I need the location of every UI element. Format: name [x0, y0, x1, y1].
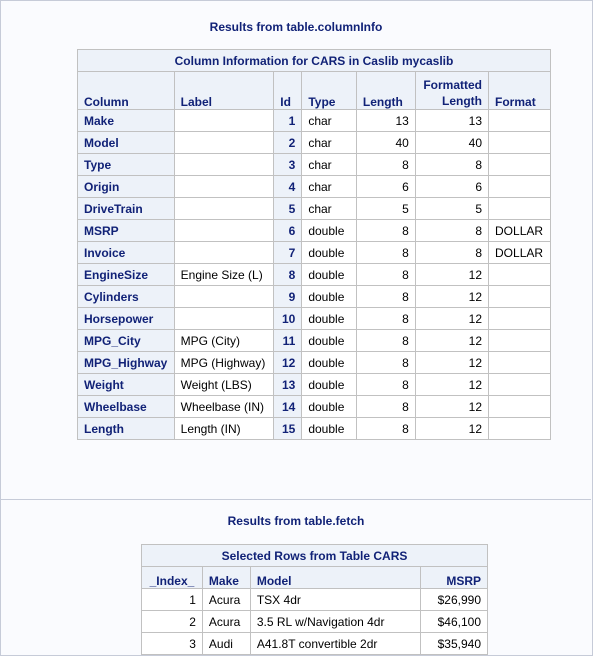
row-id: 1 — [274, 110, 302, 132]
row-column-name: MSRP — [78, 220, 175, 242]
row-label — [174, 132, 274, 154]
row-formatted-length: 12 — [415, 418, 488, 440]
row-id: 7 — [274, 242, 302, 264]
selected-rows-caption: Selected Rows from Table CARS — [142, 545, 488, 567]
header-model: Model — [250, 567, 420, 589]
header-type: Type — [302, 72, 357, 110]
row-format — [489, 330, 551, 352]
row-formatted-length: 12 — [415, 352, 488, 374]
row-msrp: $26,990 — [421, 589, 488, 611]
row-make: Acura — [202, 589, 250, 611]
column-info-row[interactable] — [78, 308, 551, 330]
row-length: 8 — [356, 396, 415, 418]
row-length: 8 — [356, 330, 415, 352]
row-id: 2 — [274, 132, 302, 154]
row-label — [174, 110, 274, 132]
row-label: MPG (City) — [174, 330, 274, 352]
row-label — [174, 198, 274, 220]
fetch-results-section — [1, 500, 591, 655]
row-column-name: EngineSize — [78, 264, 175, 286]
header-length: Length — [356, 72, 415, 110]
row-model: TSX 4dr — [250, 589, 420, 611]
row-msrp: $46,100 — [421, 611, 488, 633]
row-format — [489, 198, 551, 220]
header-id: Id — [274, 72, 302, 110]
row-label: MPG (Highway) — [174, 352, 274, 374]
column-info-row[interactable] — [78, 418, 551, 440]
column-info-row[interactable] — [78, 198, 551, 220]
row-formatted-length: 5 — [415, 198, 488, 220]
row-type: double — [302, 264, 357, 286]
column-info-row[interactable] — [78, 330, 551, 352]
row-formatted-length: 12 — [415, 396, 488, 418]
row-formatted-length: 8 — [415, 220, 488, 242]
row-format — [489, 396, 551, 418]
row-column-name: MPG_City — [78, 330, 175, 352]
row-formatted-length: 12 — [415, 308, 488, 330]
row-formatted-length: 8 — [415, 242, 488, 264]
row-formatted-length: 8 — [415, 154, 488, 176]
row-index: 2 — [142, 611, 203, 633]
row-format: DOLLAR — [489, 242, 551, 264]
row-type: double — [302, 330, 357, 352]
row-id: 6 — [274, 220, 302, 242]
row-id: 8 — [274, 264, 302, 286]
row-column-name: Type — [78, 154, 175, 176]
row-format — [489, 132, 551, 154]
header-msrp: MSRP — [421, 567, 488, 589]
row-id: 11 — [274, 330, 302, 352]
row-id: 5 — [274, 198, 302, 220]
row-id: 3 — [274, 154, 302, 176]
row-column-name: Horsepower — [78, 308, 175, 330]
row-type: double — [302, 286, 357, 308]
row-format — [489, 374, 551, 396]
fetch-results-title: Results from table.fetch — [227, 514, 365, 528]
row-length: 8 — [356, 418, 415, 440]
row-id: 14 — [274, 396, 302, 418]
row-label: Wheelbase (IN) — [174, 396, 274, 418]
row-column-name: Invoice — [78, 242, 175, 264]
row-formatted-length: 12 — [415, 330, 488, 352]
row-column-name: Cylinders — [78, 286, 175, 308]
row-type: double — [302, 374, 357, 396]
row-length: 8 — [356, 286, 415, 308]
row-column-name: MPG_Highway — [78, 352, 175, 374]
column-info-row[interactable] — [78, 132, 551, 154]
row-label — [174, 308, 274, 330]
row-label — [174, 154, 274, 176]
row-type: double — [302, 396, 357, 418]
row-column-name: Origin — [78, 176, 175, 198]
column-info-table — [77, 49, 551, 440]
row-format — [489, 352, 551, 374]
row-length: 6 — [356, 176, 415, 198]
row-id: 9 — [274, 286, 302, 308]
row-type: double — [302, 242, 357, 264]
column-info-row[interactable] — [78, 110, 551, 132]
row-column-name: Wheelbase — [78, 396, 175, 418]
columninfo-results-section — [1, 1, 591, 499]
header-format: Format — [489, 72, 551, 110]
column-info-row[interactable] — [78, 352, 551, 374]
row-type: double — [302, 418, 357, 440]
row-length: 40 — [356, 132, 415, 154]
selected-rows-table — [141, 544, 488, 655]
row-type: char — [302, 154, 357, 176]
row-type: char — [302, 132, 357, 154]
row-index: 3 — [142, 633, 203, 655]
row-label — [174, 176, 274, 198]
row-type: double — [302, 352, 357, 374]
header-label: Label — [174, 72, 274, 110]
column-info-row[interactable] — [78, 374, 551, 396]
row-column-name: Model — [78, 132, 175, 154]
header-index: _Index_ — [142, 567, 203, 589]
row-label: Engine Size (L) — [174, 264, 274, 286]
row-label: Length (IN) — [174, 418, 274, 440]
row-formatted-length: 13 — [415, 110, 488, 132]
header-formatted-length: Formatted Length — [415, 72, 488, 110]
row-column-name: Length — [78, 418, 175, 440]
row-msrp: $35,940 — [421, 633, 488, 655]
row-length: 8 — [356, 374, 415, 396]
row-label — [174, 286, 274, 308]
column-info-row[interactable] — [78, 396, 551, 418]
row-model: 3.5 RL w/Navigation 4dr — [250, 611, 420, 633]
row-id: 4 — [274, 176, 302, 198]
row-label: Weight (LBS) — [174, 374, 274, 396]
row-length: 8 — [356, 352, 415, 374]
column-info-row[interactable] — [78, 286, 551, 308]
row-label — [174, 220, 274, 242]
fetch-row[interactable] — [142, 633, 488, 655]
row-index: 1 — [142, 589, 203, 611]
row-type: double — [302, 308, 357, 330]
columninfo-results-title: Results from table.columnInfo — [209, 20, 383, 34]
row-length: 8 — [356, 154, 415, 176]
column-info-row[interactable] — [78, 154, 551, 176]
row-id: 10 — [274, 308, 302, 330]
row-formatted-length: 12 — [415, 264, 488, 286]
column-info-row[interactable] — [78, 242, 551, 264]
row-length: 8 — [356, 220, 415, 242]
row-id: 13 — [274, 374, 302, 396]
row-format — [489, 264, 551, 286]
row-format: DOLLAR — [489, 220, 551, 242]
row-make: Audi — [202, 633, 250, 655]
row-length: 5 — [356, 198, 415, 220]
row-column-name: DriveTrain — [78, 198, 175, 220]
column-info-row[interactable] — [78, 264, 551, 286]
row-formatted-length: 40 — [415, 132, 488, 154]
row-format — [489, 154, 551, 176]
fetch-row[interactable] — [142, 589, 488, 611]
row-column-name: Make — [78, 110, 175, 132]
row-formatted-length: 12 — [415, 286, 488, 308]
row-type: char — [302, 198, 357, 220]
row-id: 15 — [274, 418, 302, 440]
row-id: 12 — [274, 352, 302, 374]
column-info-caption: Column Information for CARS in Caslib mycaslib — [78, 50, 551, 72]
header-make: Make — [202, 567, 250, 589]
row-label — [174, 242, 274, 264]
fetch-row[interactable] — [142, 611, 488, 633]
row-length: 8 — [356, 308, 415, 330]
row-length: 8 — [356, 242, 415, 264]
row-formatted-length: 6 — [415, 176, 488, 198]
row-format — [489, 418, 551, 440]
row-formatted-length: 12 — [415, 374, 488, 396]
row-format — [489, 110, 551, 132]
column-info-row[interactable] — [78, 176, 551, 198]
row-model: A41.8T convertible 2dr — [250, 633, 420, 655]
row-length: 8 — [356, 264, 415, 286]
column-info-row[interactable] — [78, 220, 551, 242]
row-column-name: Weight — [78, 374, 175, 396]
row-format — [489, 176, 551, 198]
row-type: char — [302, 176, 357, 198]
row-make: Acura — [202, 611, 250, 633]
row-length: 13 — [356, 110, 415, 132]
row-format — [489, 308, 551, 330]
row-type: double — [302, 220, 357, 242]
header-column: Column — [78, 72, 175, 110]
row-type: char — [302, 110, 357, 132]
row-format — [489, 286, 551, 308]
